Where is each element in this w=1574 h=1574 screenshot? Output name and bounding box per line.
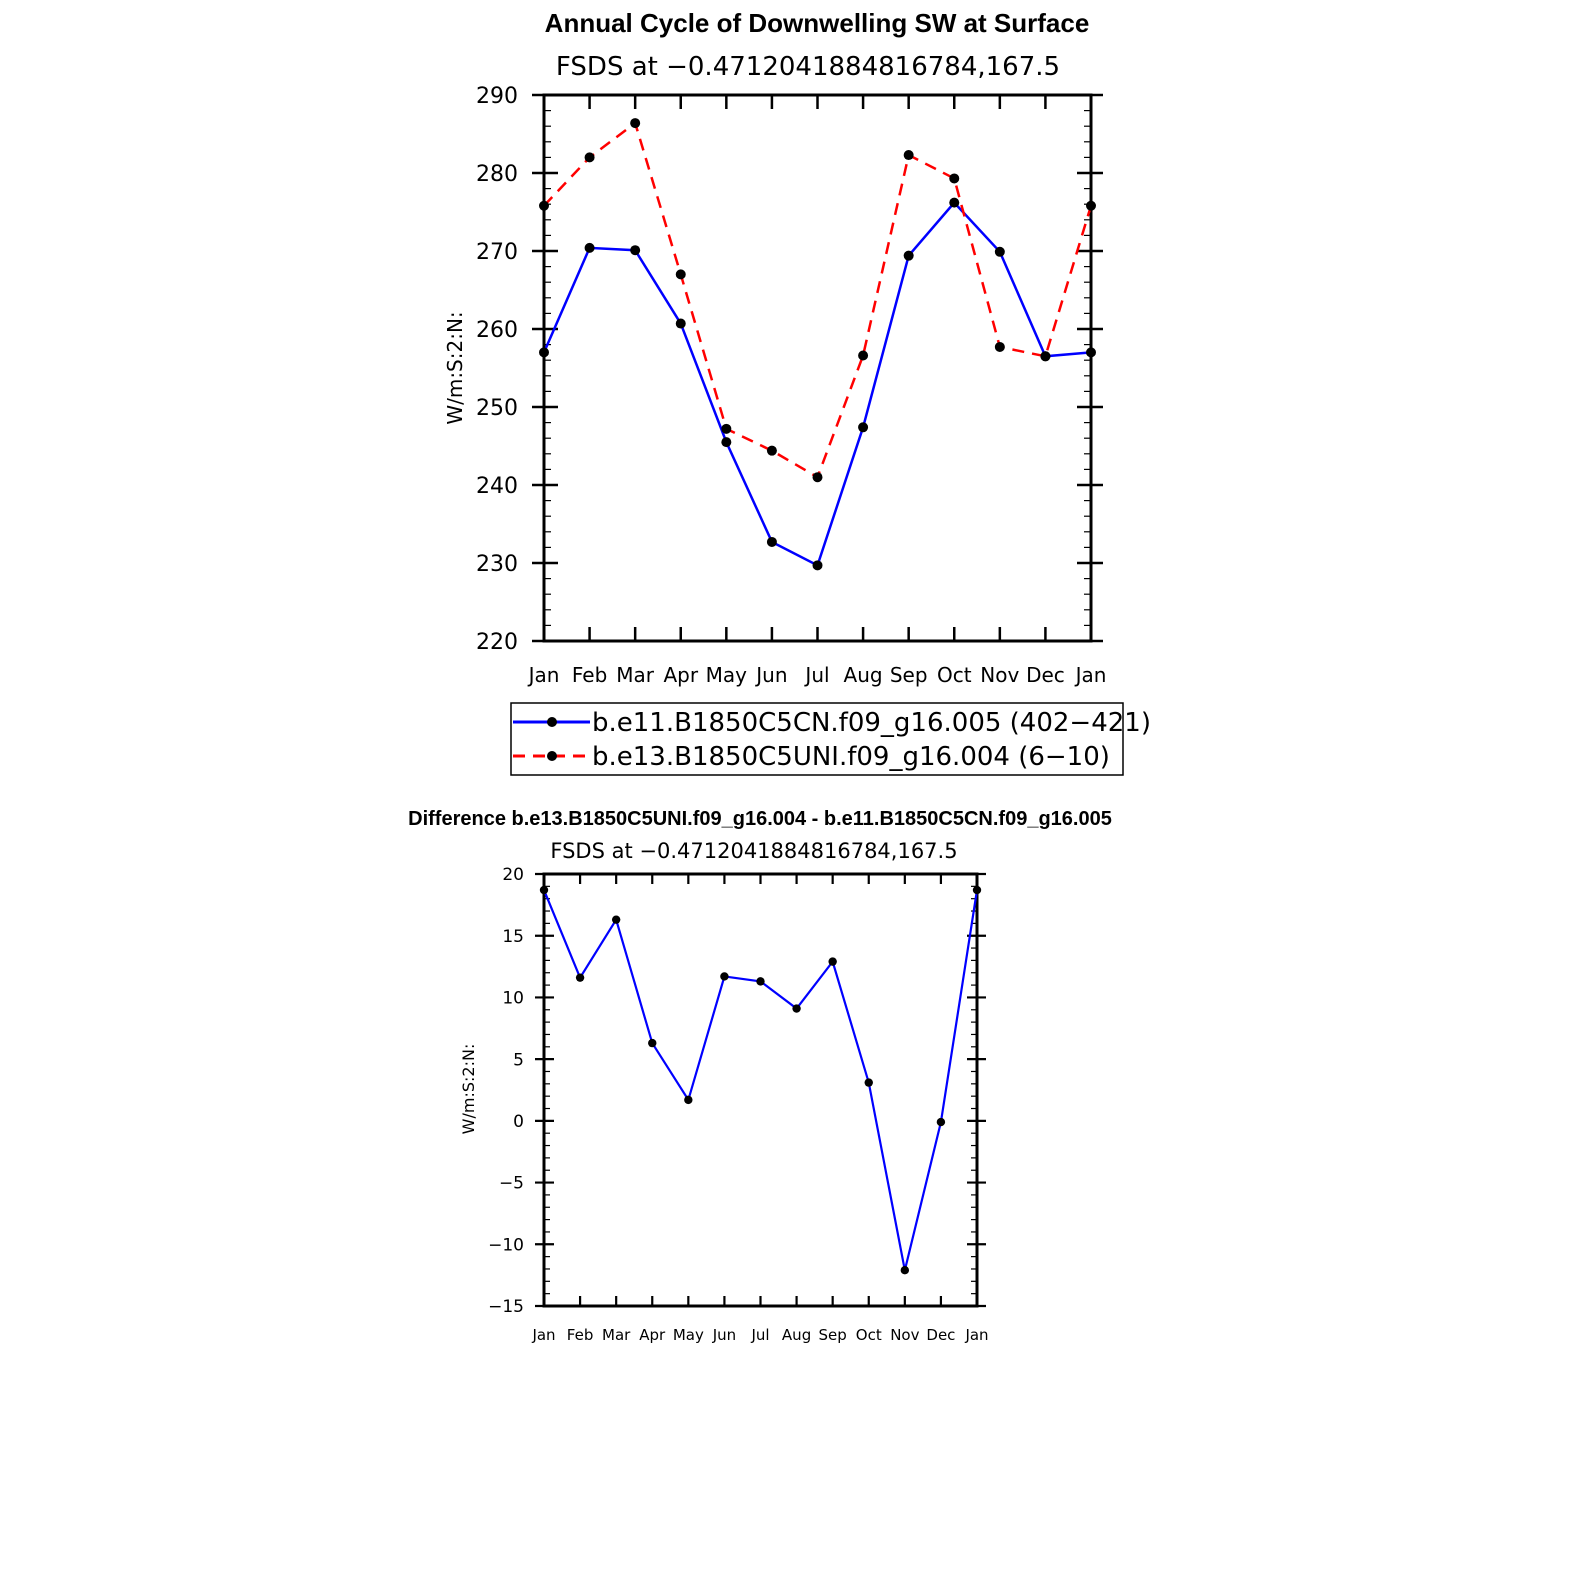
series-2-point [585,152,595,162]
x-tick-label: Jun [712,1326,737,1344]
y-tick-label: 250 [476,395,518,421]
chart1-legend [511,703,1151,775]
annual-cycle-chart [443,8,1151,775]
series-1-point [539,347,549,357]
x-tick-label: Aug [843,663,883,687]
x-tick-label: Oct [936,663,972,687]
series-1-point [720,972,728,980]
series-1-point [904,251,914,261]
series-1-point [684,1096,692,1104]
y-tick-label: 280 [476,161,518,187]
series-1-point [767,537,777,547]
y-tick-label: 10 [502,988,524,1009]
y-tick-label: −15 [488,1297,524,1318]
chart2-title: Difference b.e13.B1850C5UNI.f09_g16.004 - b.e11.B1850C5CN.f09_g16.005 [408,808,1112,830]
x-tick-label: Feb [571,663,608,687]
x-tick-label: Mar [602,1326,631,1344]
series-line-1 [544,203,1091,566]
x-tick-label: Apr [663,663,699,687]
chart2-series [540,886,981,1275]
x-tick-label: Jul [805,663,830,687]
series-1-point [585,243,595,253]
x-tick-label: Feb [566,1326,594,1344]
series-1-point [828,957,836,965]
y-tick-label: 20 [502,865,524,886]
series-2-point [813,472,823,482]
y-tick-label: −5 [498,1173,524,1194]
series-2-point [949,173,959,183]
series-2-point [858,351,868,361]
x-tick-label: Jan [965,1326,989,1344]
x-tick-label: Oct [855,1326,882,1344]
x-tick-label: Jan [528,663,560,687]
chart1-axes [476,84,1106,687]
series-line-2 [544,123,1091,477]
series-2-point [1086,201,1096,211]
series-2-point [1040,351,1050,361]
series-2-point [721,424,731,434]
x-tick-label: Jan [532,1326,556,1344]
series-1-point [949,198,959,208]
x-tick-label: Aug [781,1326,812,1344]
x-tick-label: May [672,1326,704,1344]
chart1-ylabel: W/m:S:2:N: [443,311,467,425]
chart2-ylabel: W/m:S:2:N: [459,1043,478,1135]
legend-marker-series-2 [547,751,557,761]
x-tick-label: Jun [756,663,788,687]
series-1-point [995,247,1005,257]
series-1-point [612,915,620,923]
series-1-point [937,1118,945,1126]
y-tick-label: −10 [488,1235,524,1256]
series-1-point [676,319,686,329]
chart2-subtitle: FSDS at −0.4712041884816784,167.5 [550,839,958,863]
legend-label-series-2: b.e13.B1850C5UNI.f09_g16.004 (6−10) [592,742,1110,772]
y-tick-label: 0 [513,1111,524,1132]
legend-label-series-1: b.e11.B1850C5CN.f09_g16.005 (402−421) [592,708,1151,738]
series-1-point [576,973,584,981]
series-1-point [1086,347,1096,357]
series-1-point [865,1078,873,1086]
series-2-point [539,201,549,211]
x-tick-label: Sep [818,1326,847,1344]
x-tick-label: Mar [616,663,655,687]
series-2-point [995,342,1005,352]
series-1-point [630,245,640,255]
series-1-point [756,977,764,985]
series-2-point [676,269,686,279]
series-1-point [721,437,731,447]
y-tick-label: 5 [513,1050,524,1071]
y-tick-label: 270 [476,239,518,265]
series-2-point [904,150,914,160]
y-tick-label: 220 [476,629,518,655]
chart1-series [539,118,1096,570]
y-tick-label: 230 [476,551,518,577]
x-tick-label: Dec [926,1326,956,1344]
chart1-title: Annual Cycle of Downwelling SW at Surface [544,8,1090,38]
y-tick-label: 260 [476,317,518,343]
x-tick-label: Apr [639,1326,666,1344]
x-tick-label: May [705,663,748,687]
legend-marker-series-1 [547,717,557,727]
x-tick-label: Dec [1026,663,1065,687]
x-tick-label: Nov [980,663,1020,687]
series-2-point [630,118,640,128]
x-tick-label: Nov [890,1326,920,1344]
x-tick-label: Jan [1075,663,1107,687]
y-tick-label: 240 [476,473,518,499]
y-tick-label: 290 [476,83,518,109]
series-1-point [792,1004,800,1012]
series-1-point [540,886,548,894]
series-1-point [648,1039,656,1047]
series-1-point [901,1266,909,1274]
x-tick-label: Jul [751,1326,770,1344]
series-2-point [767,446,777,456]
series-1-point [813,560,823,570]
chart1-subtitle: FSDS at −0.4712041884816784,167.5 [555,52,1061,82]
y-tick-label: 15 [502,926,524,947]
series-line-1 [544,890,977,1270]
x-tick-label: Sep [889,663,928,687]
series-1-point [858,422,868,432]
series-1-point [973,886,981,894]
difference-chart [408,808,1112,1344]
plot-frame [544,95,1091,641]
